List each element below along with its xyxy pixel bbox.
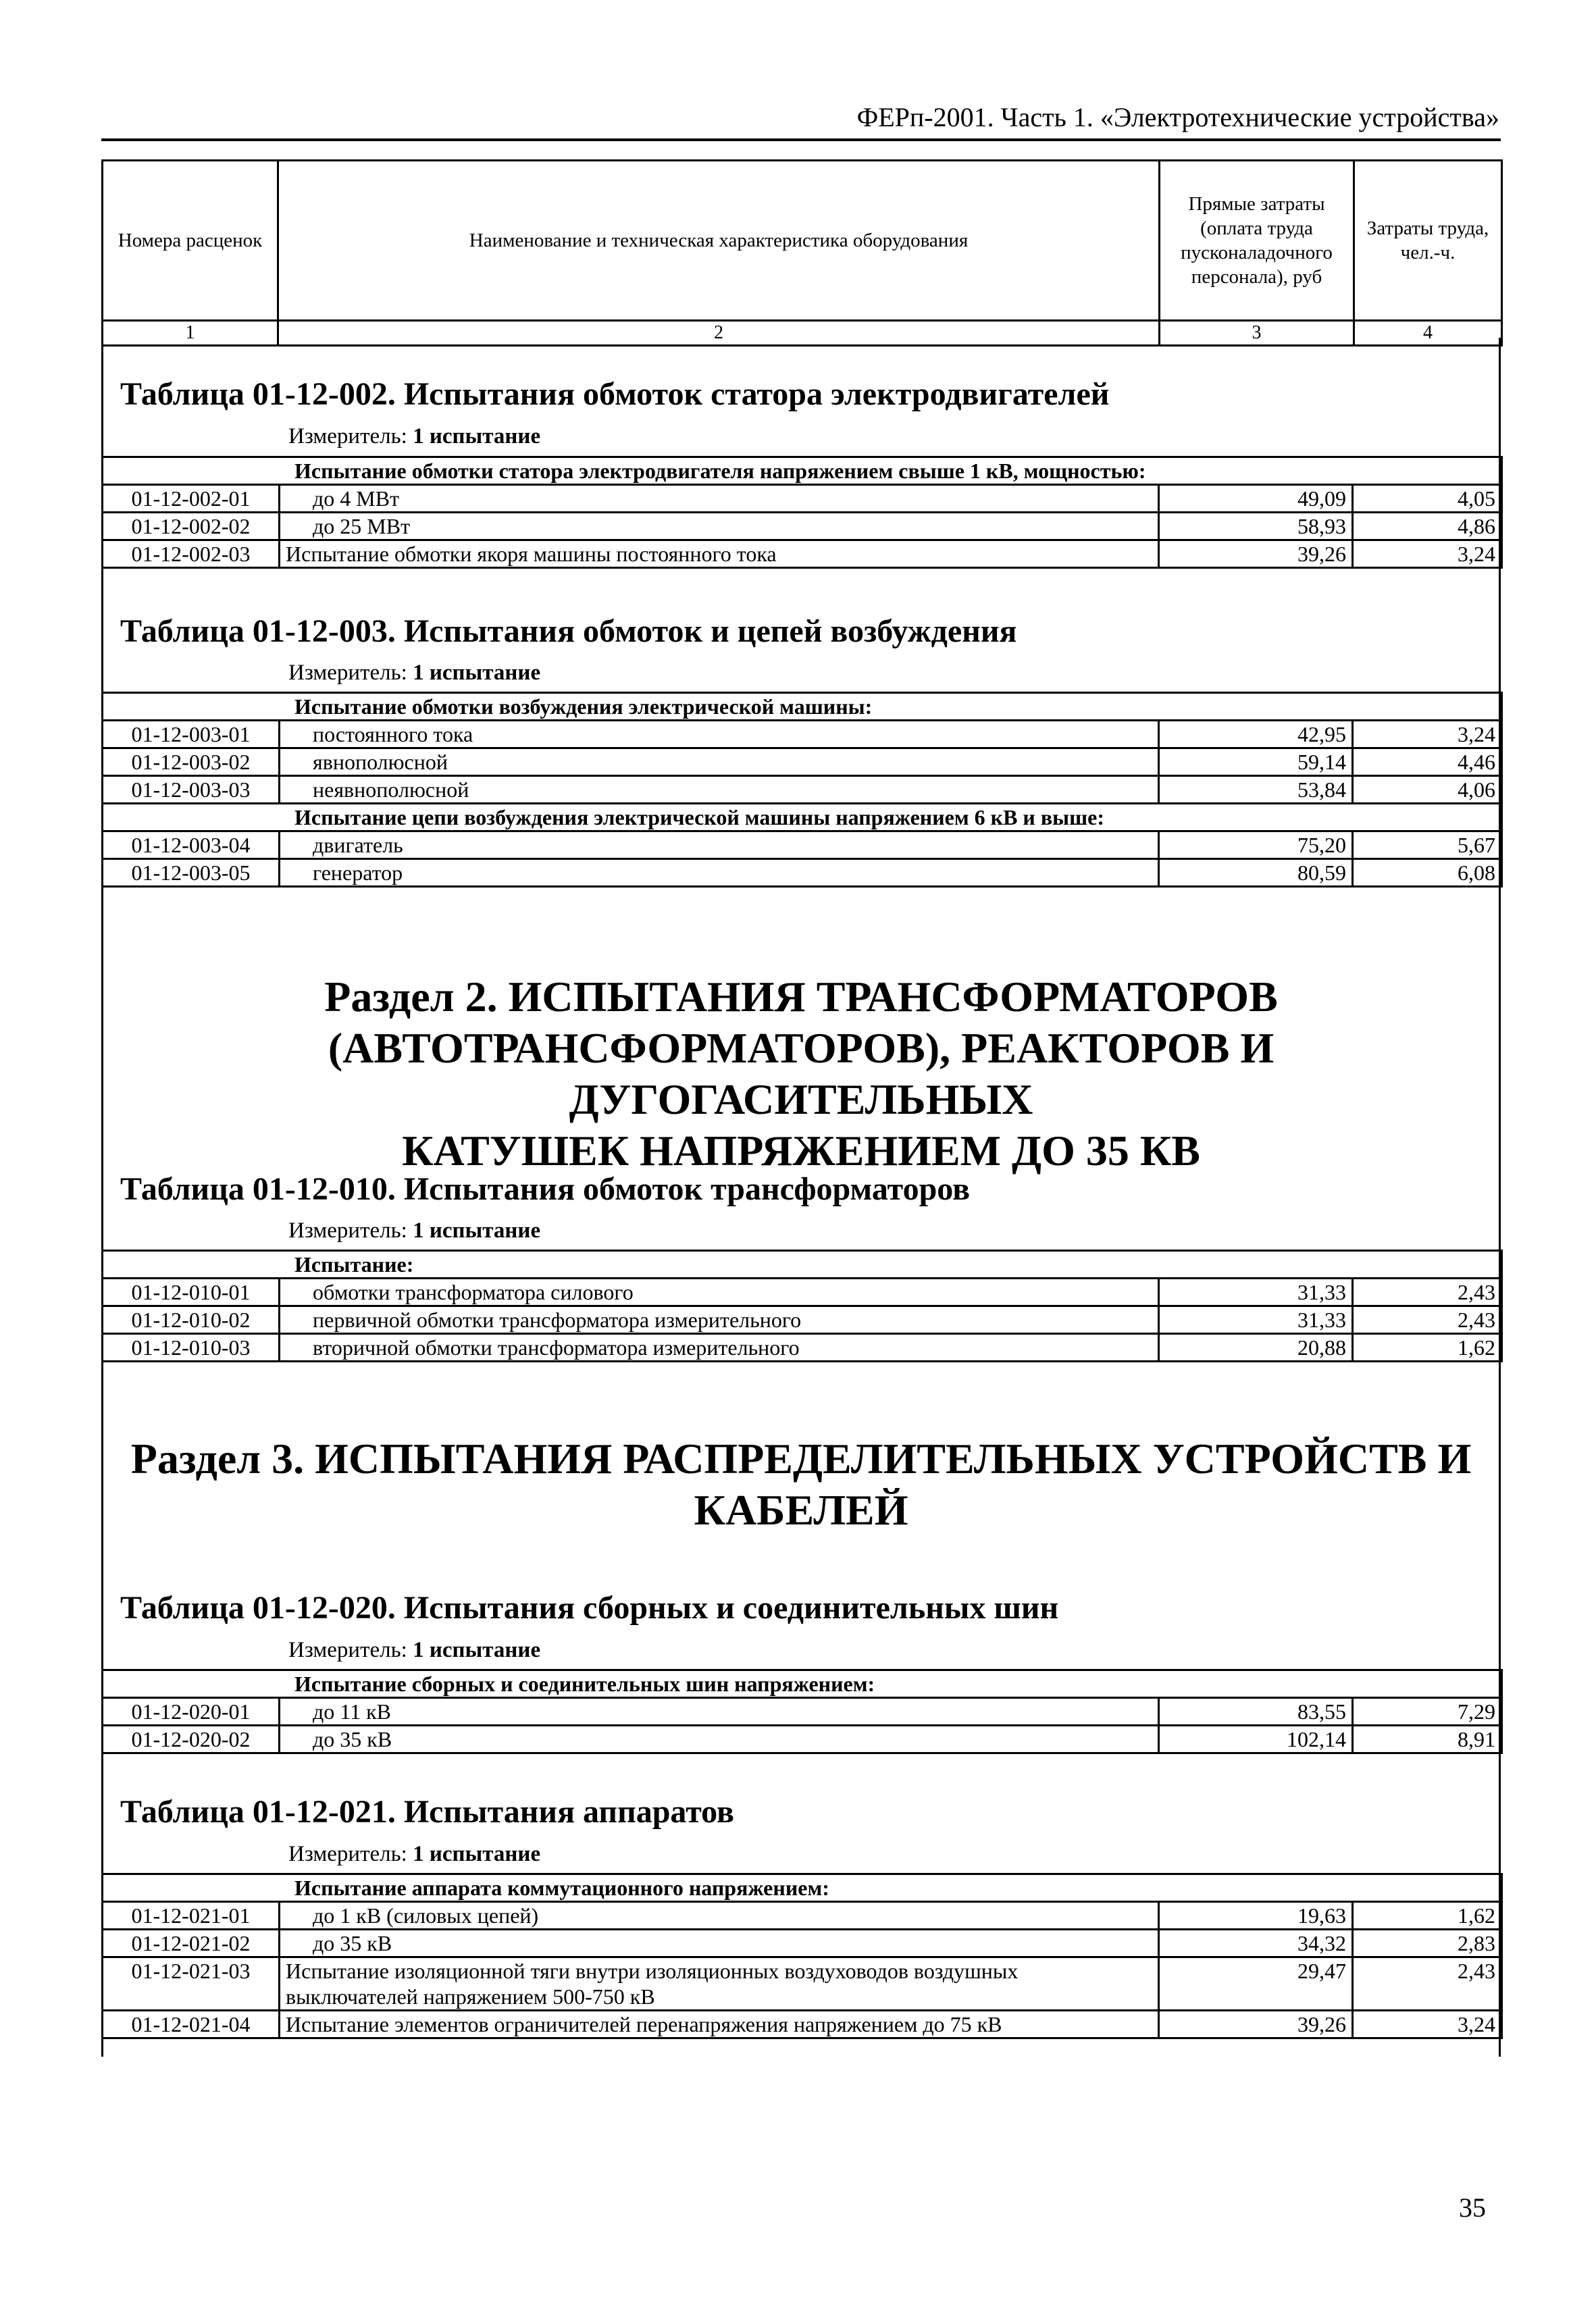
value-cell: 3,24 [1353, 540, 1502, 568]
table-row [103, 859, 1502, 887]
table-row [103, 1957, 1502, 2011]
col-labor-header: Затраты труда, чел.-ч. [1354, 161, 1502, 321]
value-cell: 6,08 [1353, 859, 1502, 887]
rates-table-010 [101, 1250, 1503, 1362]
measure-line: Измеритель: 1 испытание [288, 661, 541, 685]
value-cell: 29,47 [1159, 1957, 1353, 2011]
col-name-header: Наименование и техническая характеристика оборудования [278, 161, 1160, 321]
measure-line: Измеритель: 1 испытание [288, 424, 541, 448]
value-cell: 20,88 [1159, 1334, 1353, 1362]
name-cell: до 4 МВт [280, 485, 1159, 513]
table-row [103, 1306, 1502, 1334]
rates-table-021 [101, 1873, 1503, 2039]
table-subheading-row [103, 1874, 1502, 1902]
rates-table-020 [101, 1669, 1503, 1754]
table-row [103, 831, 1502, 859]
name-cell: генератор [280, 859, 1159, 887]
value-cell: 34,32 [1159, 1930, 1353, 1957]
measure-line: Измеритель: 1 испытание [288, 1638, 541, 1662]
table-subheading-row [103, 1670, 1502, 1698]
name-cell: обмотки трансформатора силового [280, 1279, 1159, 1306]
section-title: Раздел 3. ИСПЫТАНИЯ РАСПРЕДЕЛИТЕЛЬНЫХ УСТРОЙСТВ И КАБЕЛЕЙ [130, 1435, 1472, 1534]
name-cell: Испытание изоляционной тяги внутри изоляционных воздуховодов воздушных выключателей напряжением 500-750 кВ [280, 1957, 1159, 2011]
value-cell: 1,62 [1353, 1334, 1502, 1362]
value-cell: 2,43 [1353, 1279, 1502, 1306]
value-cell: 39,26 [1159, 540, 1353, 568]
subheading-cell: Испытание: [103, 1251, 1502, 1279]
name-cell: первичной обмотки трансформатора измерительного [280, 1306, 1159, 1334]
value-cell: 2,83 [1353, 1930, 1502, 1957]
table-row [103, 748, 1502, 776]
value-cell: 49,09 [1159, 485, 1353, 513]
rate-code-cell: 01-12-003-04 [103, 831, 280, 859]
table-title: Таблица 01-12-010. Испытания обмоток трансформаторов [120, 1171, 970, 1207]
table-row [103, 1930, 1502, 1957]
col-code-header: Номера расценок [103, 161, 278, 321]
table-row [103, 485, 1502, 513]
table-title: Таблица 01-12-003. Испытания обмоток и цепей возбуждения [120, 613, 1017, 649]
table-subheading-row [103, 1251, 1502, 1279]
col-cost-header: Прямые затраты (оплата труда пусконаладочного персонала), руб [1160, 161, 1354, 321]
header-rule [101, 138, 1501, 141]
value-cell: 83,55 [1159, 1698, 1353, 1726]
table-row [103, 1902, 1502, 1930]
rate-code-cell: 01-12-002-01 [103, 485, 280, 513]
subheading-cell: Испытание аппарата коммутационного напряжением: [103, 1874, 1502, 1902]
table-title: Таблица 01-12-021. Испытания аппаратов [120, 1794, 734, 1830]
running-header: ФЕРп-2001. Часть 1. «Электротехнические устройства» [856, 102, 1499, 132]
value-cell: 102,14 [1159, 1726, 1353, 1753]
value-cell: 2,43 [1353, 1957, 1502, 2011]
rate-code-cell: 01-12-003-05 [103, 859, 280, 887]
rate-code-cell: 01-12-003-02 [103, 748, 280, 776]
value-cell: 3,24 [1353, 2011, 1502, 2038]
column-header-table [101, 159, 1503, 346]
table-row [103, 1334, 1502, 1362]
value-cell: 5,67 [1353, 831, 1502, 859]
rate-code-cell: 01-12-002-03 [103, 540, 280, 568]
table-row [103, 540, 1502, 568]
value-cell: 2,43 [1353, 1306, 1502, 1334]
value-cell: 75,20 [1159, 831, 1353, 859]
rate-code-cell: 01-12-010-03 [103, 1334, 280, 1362]
rate-code-cell: 01-12-021-03 [103, 1957, 280, 2011]
value-cell: 80,59 [1159, 859, 1353, 887]
rate-code-cell: 01-12-020-01 [103, 1698, 280, 1726]
subheading-cell: Испытание сборных и соединительных шин напряжением: [103, 1670, 1502, 1698]
rate-code-cell: 01-12-021-02 [103, 1930, 280, 1957]
table-row [103, 776, 1502, 804]
subheading-cell: Испытание обмотки возбуждения электрической машины: [103, 693, 1502, 721]
value-cell: 7,29 [1353, 1698, 1502, 1726]
table-row [103, 721, 1502, 748]
value-cell: 31,33 [1159, 1306, 1353, 1334]
rates-table-002 [101, 456, 1503, 569]
rate-code-cell: 01-12-020-02 [103, 1726, 280, 1753]
value-cell: 58,93 [1159, 513, 1353, 540]
table-row [103, 1279, 1502, 1306]
subheading-cell: Испытание цепи возбуждения электрической машины напряжением 6 кВ и выше: [103, 804, 1502, 831]
table-row [103, 2011, 1502, 2038]
name-cell: постоянного тока [280, 721, 1159, 748]
table-title: Таблица 01-12-020. Испытания сборных и соединительных шин [120, 1590, 1059, 1626]
value-cell: 4,86 [1353, 513, 1502, 540]
name-cell: явнополюсной [280, 748, 1159, 776]
value-cell: 1,62 [1353, 1902, 1502, 1930]
table-row [103, 1698, 1502, 1726]
table-row [103, 513, 1502, 540]
measure-line: Измеритель: 1 испытание [288, 1842, 541, 1866]
rate-code-cell: 01-12-021-04 [103, 2011, 280, 2038]
col-number: 2 [278, 321, 1160, 346]
table-row [103, 1726, 1502, 1753]
name-cell: до 35 кВ [280, 1930, 1159, 1957]
col-number: 4 [1354, 321, 1502, 346]
name-cell: вторичной обмотки трансформатора измерительного [280, 1334, 1159, 1362]
table-subheading-row [103, 457, 1502, 485]
name-cell: до 25 МВт [280, 513, 1159, 540]
subheading-cell: Испытание обмотки статора электродвигателя напряжением свыше 1 кВ, мощностью: [103, 457, 1502, 485]
rate-code-cell: 01-12-010-02 [103, 1306, 280, 1334]
col-number: 1 [103, 321, 278, 346]
value-cell: 19,63 [1159, 1902, 1353, 1930]
section-title: Раздел 2. ИСПЫТАНИЯ ТРАНСФОРМАТОРОВ (АВТОТРАНСФОРМАТОРОВ), РЕАКТОРОВ И ДУГОГАСИТЕЛЬНЫХ КАТУШЕК НАПРЯЖЕНИЕМ ДО 35 КВ [324, 973, 1278, 1175]
rates-table-003 [101, 692, 1503, 888]
col-number: 3 [1160, 321, 1354, 346]
name-cell: Испытание элементов ограничителей перенапряжения напряжением до 75 кВ [280, 2011, 1159, 2038]
name-cell: до 11 кВ [280, 1698, 1159, 1726]
name-cell: до 1 кВ (силовых цепей) [280, 1902, 1159, 1930]
measure-line: Измеритель: 1 испытание [288, 1218, 541, 1243]
rate-code-cell: 01-12-003-01 [103, 721, 280, 748]
table-subheading-row [103, 804, 1502, 831]
name-cell: неявнополюсной [280, 776, 1159, 804]
value-cell: 31,33 [1159, 1279, 1353, 1306]
value-cell: 4,06 [1353, 776, 1502, 804]
value-cell: 59,14 [1159, 748, 1353, 776]
name-cell: двигатель [280, 831, 1159, 859]
value-cell: 42,95 [1159, 721, 1353, 748]
name-cell: до 35 кВ [280, 1726, 1159, 1753]
value-cell: 8,91 [1353, 1726, 1502, 1753]
value-cell: 4,05 [1353, 485, 1502, 513]
name-cell: Испытание обмотки якоря машины постоянного тока [280, 540, 1159, 568]
rate-code-cell: 01-12-021-01 [103, 1902, 280, 1930]
page-number: 35 [1459, 2192, 1486, 2223]
value-cell: 39,26 [1159, 2011, 1353, 2038]
value-cell: 3,24 [1353, 721, 1502, 748]
table-title: Таблица 01-12-002. Испытания обмоток статора электродвигателей [120, 376, 1110, 412]
rate-code-cell: 01-12-002-02 [103, 513, 280, 540]
table-subheading-row [103, 693, 1502, 721]
rate-code-cell: 01-12-003-03 [103, 776, 280, 804]
rate-code-cell: 01-12-010-01 [103, 1279, 280, 1306]
value-cell: 4,46 [1353, 748, 1502, 776]
value-cell: 53,84 [1159, 776, 1353, 804]
